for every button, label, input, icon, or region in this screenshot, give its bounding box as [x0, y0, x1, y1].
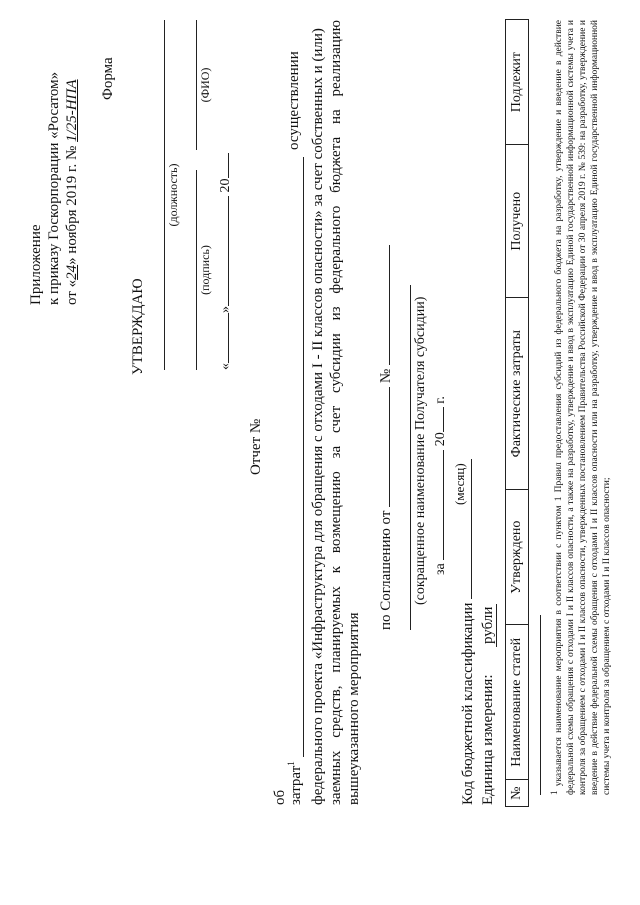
- position-caption: (должность): [166, 163, 180, 227]
- appendix-label: Приложение: [28, 224, 44, 305]
- costs-label: затрат: [288, 765, 304, 805]
- footnote-mark: 1: [549, 790, 559, 795]
- about-word: об: [272, 789, 288, 805]
- period-year-prefix: 20: [433, 432, 448, 447]
- col-approved: Утверждено: [506, 490, 529, 625]
- date-close: »: [218, 306, 233, 313]
- footnote: [548, 20, 613, 795]
- budget-code-text: Код бюджетной классификации: [460, 602, 476, 805]
- agreement-prefix: по Соглашению от: [378, 510, 394, 630]
- form-label: Форма: [100, 57, 116, 100]
- period-prefix: за: [433, 563, 448, 575]
- name-caption: (ФИО): [198, 67, 212, 103]
- approval-year-prefix: 20: [218, 178, 233, 193]
- month-caption: (месяц): [452, 463, 467, 505]
- position-line: [164, 20, 165, 370]
- footnote-separator: [540, 615, 541, 795]
- name-line: [196, 20, 197, 150]
- col-received: Получено: [506, 145, 529, 298]
- col-number: №: [506, 780, 529, 807]
- order-line: к приказу Госкорпорации «Росатом»: [46, 71, 62, 305]
- col-due: Подлежит: [506, 20, 529, 145]
- implementation-word: осуществлении: [286, 51, 302, 150]
- order-date-prefix: от: [64, 291, 80, 305]
- date-open: «: [218, 363, 233, 370]
- recipient-caption: (сокращенное наименование Получателя субсидии): [413, 296, 428, 605]
- costs-word: [286, 761, 305, 805]
- costs-footnote-mark: 1: [286, 761, 296, 766]
- recipient-line: [410, 285, 411, 630]
- period-year-suffix: г.: [433, 396, 448, 404]
- col-item-name: Наименование статей: [506, 625, 529, 780]
- agreement-line: [378, 245, 395, 630]
- report-title: Отчет №: [248, 418, 264, 475]
- signature-line: [196, 170, 197, 370]
- order-date-rest: » ноября 2019 г. №: [64, 145, 80, 265]
- unit-label: [480, 604, 497, 805]
- costs-line: [303, 157, 304, 757]
- para-line-3: вышеуказанного мероприятия: [346, 612, 362, 805]
- unit-text: Единица измерения:: [480, 674, 496, 805]
- order-number: 1/25-НПА: [64, 79, 80, 142]
- period-line: [433, 396, 449, 575]
- para-line-1: федерального проекта «Инфраструктура для обращения с отходами I - II классов опасности» за счет собственных и (или): [310, 28, 326, 805]
- costs-table: [505, 19, 529, 807]
- table-header-row: [506, 20, 529, 807]
- order-date-line: от «24» ноября 2019 г. № 1/25-НПА: [64, 79, 80, 305]
- col-actual-costs: Фактические затраты: [506, 298, 529, 490]
- signature-caption: (подпись): [198, 245, 212, 295]
- order-day: 24: [64, 264, 80, 280]
- unit-value: рубли: [480, 604, 497, 647]
- agreement-number-sign: №: [378, 368, 394, 384]
- footnote-text: указывается наименование мероприятия в соответствии с пунктом 1 Правил предоставления субсидий из федерального бюджета на разработку, утверждение и введение в действие федеральной схемы обращения с отходами I и II классов опасности, а также на разработку, утверждение и ввод в эксплуатацию Единой государственной информационной системы учета и контроля за обращением с отходами I и II классов опасности, утвержденных постановлением Правительства Российской Федерации от 30 апреля 2019 г. № 539: на разработку, утверждение и введение в действие федеральной схемы обращения с отходами I и II классов опасности или на разработку, утверждение и ввод в эксплуатацию Единой государственной информационной системы учета и контроля за обращением с отходами I и II классов опасности;: [554, 20, 613, 795]
- budget-code-label: [460, 459, 477, 805]
- approval-date: [218, 154, 234, 371]
- approval-title: УТВЕРЖДАЮ: [130, 278, 146, 375]
- para-line-2: заемных средств, планируемых к возмещению за счет субсидии из федерального бюджета на реализацию: [328, 20, 344, 805]
